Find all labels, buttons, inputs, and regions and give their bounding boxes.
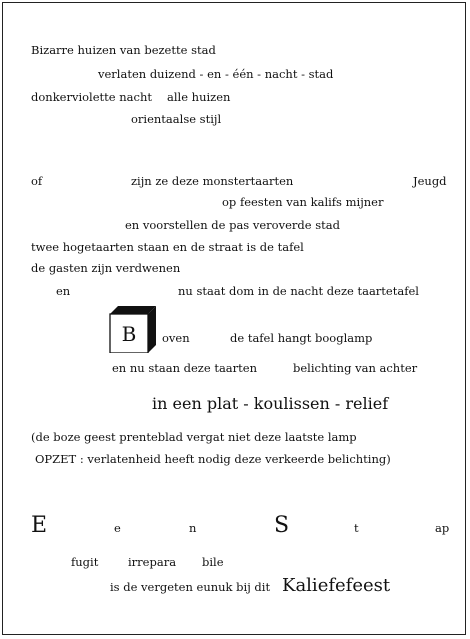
poem-line-17b: irrepara xyxy=(128,555,177,569)
poem-line-6: op feesten van kalifs mijner xyxy=(222,195,384,209)
poem-line-7: en voorstellen de pas veroverde stad xyxy=(125,218,340,232)
poem-line-17c: bile xyxy=(202,555,224,569)
spread-letter-2: e xyxy=(114,521,121,535)
poem-line-18a: is de vergeten eunuk bij dit xyxy=(110,580,271,594)
poem-line-3a: donkerviolette nacht xyxy=(31,90,152,104)
poem-line-10b: nu staat dom in de nacht deze taartetafel xyxy=(178,284,419,298)
poem-line-5c: Jeugd xyxy=(413,174,447,188)
poem-line-12b: belichting van achter xyxy=(293,361,418,375)
poem-line-8: twee hogetaarten staan en de straat is de tafel xyxy=(31,240,304,254)
poem-line-3b: alle huizen xyxy=(167,90,231,104)
poem-line-11a: oven xyxy=(162,331,190,345)
spread-letter-6: ap xyxy=(435,521,450,535)
spread-letter-5: t xyxy=(354,521,359,535)
poem-line-5a: of xyxy=(31,174,43,188)
poem-line-1: Bizarre huizen van bezette stad xyxy=(31,43,216,57)
poem-line-4: orientaalse stijl xyxy=(131,112,222,126)
poem-line-17a: fugit xyxy=(71,555,99,569)
letter-block-icon xyxy=(109,305,157,353)
poem-line-15: OPZET : verlatenheid heeft nodig deze verkeerde belichting) xyxy=(35,452,391,466)
poem-line-2: verlaten duizend - en - één - nacht - stad xyxy=(98,67,334,81)
poem-line-9: de gasten zijn verdwenen xyxy=(31,261,181,275)
poem-line-18b: Kaliefefeest xyxy=(282,575,391,596)
poem-line-13: in een plat - koulissen - relief xyxy=(152,394,389,413)
spread-letter-4: S xyxy=(274,513,290,538)
block-letter: B xyxy=(121,322,137,346)
spread-letter-1: E xyxy=(31,513,48,538)
poem-line-11b: de tafel hangt booglamp xyxy=(230,331,373,345)
poem-line-12a: en nu staan deze taarten xyxy=(112,361,257,375)
poem-line-10a: en xyxy=(56,284,71,298)
spread-letter-3: n xyxy=(189,521,197,535)
poem-line-5b: zijn ze deze monstertaarten xyxy=(131,174,294,188)
poem-line-14: (de boze geest prenteblad vergat niet deze laatste lamp xyxy=(31,430,357,444)
